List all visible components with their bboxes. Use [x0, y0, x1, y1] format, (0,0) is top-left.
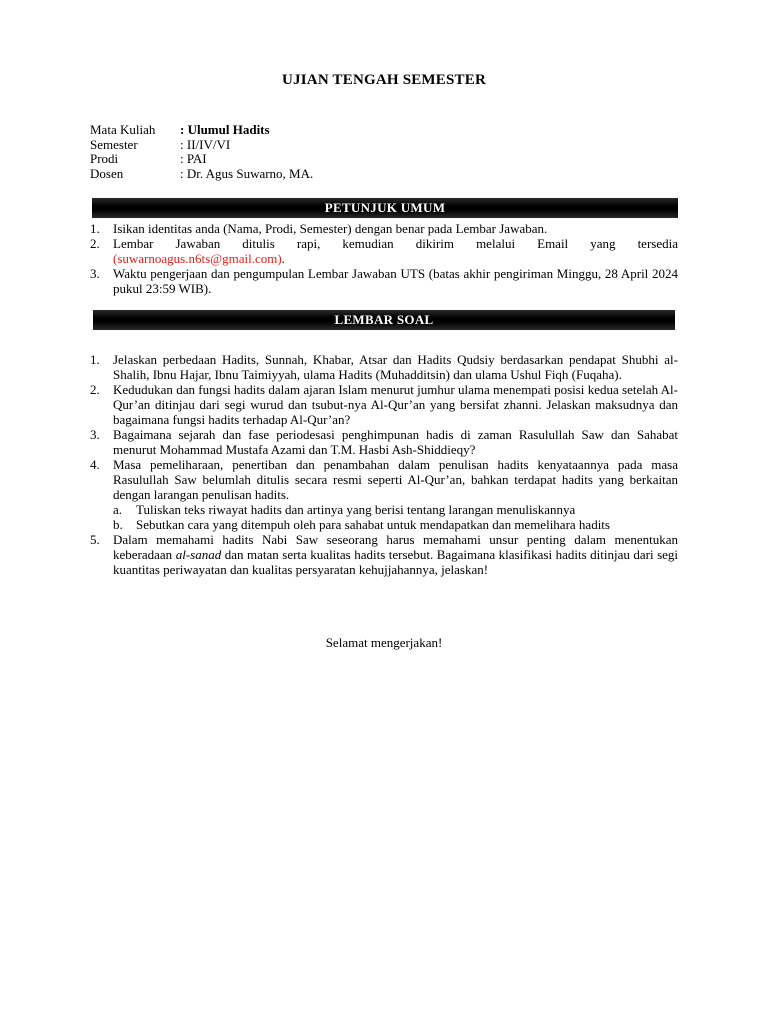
item-text-tail: .	[281, 251, 285, 266]
sub-item-number: a.	[113, 502, 123, 517]
question-item	[90, 532, 678, 577]
item-number: 3.	[90, 266, 100, 281]
item-number: 2.	[90, 236, 100, 251]
item-number: 5.	[90, 532, 100, 547]
item-number: 1.	[90, 221, 100, 236]
identity-row-prodi	[90, 151, 313, 166]
list-item	[90, 266, 678, 296]
sub-item-text: Tuliskan teks riwayat hadits dan artinya yang berisi tentang larangan menuliskannya	[136, 502, 576, 517]
item-text: dan matan serta kualitas hadits tersebut. Bagaimana klasifikasi hadits ditinjau dari segi kuantitas periwayatan dan kualitas persyaratan kehujjahannya, jelaskan!	[113, 547, 679, 577]
identity-row-course	[90, 122, 313, 137]
item-text-container	[113, 532, 678, 577]
item-text-container	[113, 236, 678, 266]
item-number: 4.	[90, 457, 100, 472]
identity-value: : II/IV/VI	[180, 136, 231, 152]
identity-row-semester	[90, 137, 313, 152]
item-text: Waktu pengerjaan dan pengumpulan Lembar Jawaban UTS (batas akhir pengiriman Minggu, 28 April 2024 pukul 23:59 WIB).	[113, 266, 678, 296]
identity-label: Mata Kuliah	[90, 122, 156, 137]
identity-value: : PAI	[180, 151, 207, 166]
sub-item-text: Sebutkan cara yang ditempuh oleh para sahabat untuk mendapatkan dan memelihara hadits	[136, 517, 610, 532]
item-text: Lembar Jawaban ditulis rapi, kemudian dikirim melalui Email yang tersedia	[113, 236, 678, 251]
list-item	[90, 236, 678, 266]
item-text: Kedudukan dan fungsi hadits dalam ajaran Islam menurut jumhur ulama menempati posisi kedua setelah Al-Qur’an ditinjau dari segi wurud dan tsubut-nya Al-Qur’an yang bersifat zhanni. Jelaskan maksudnya dan bagaimana fungsi hadits terhadap Al-Qur’an?	[113, 382, 678, 427]
item-text: Jelaskan perbedaan Hadits, Sunnah, Khabar, Atsar dan Hadits Qudsiy berdasarkan pendapat Shubhi al-Shalih, Ibnu Hajar, Ibnu Taimiyyah, ulama Hadits (Muhadditsin) dan ulama Ushul Fiqh (Fuqaha).	[113, 352, 678, 382]
item-number: 2.	[90, 382, 100, 397]
identity-row-dosen	[90, 166, 313, 181]
section-heading-petunjuk: PETUNJUK UMUM	[92, 198, 678, 218]
item-number: 3.	[90, 427, 100, 442]
item-text: Bagaimana sejarah dan fase periodesasi penghimpunan hadis di zaman Rasulullah Saw dan Sahabat menurut Mohammad Mustafa Azami dan T.M. Hasbi Ash-Shiddieqy?	[113, 427, 678, 457]
question-item	[90, 352, 678, 382]
item-text-container	[113, 457, 678, 532]
petunjuk-list	[90, 221, 678, 296]
closing-text: Selamat mengerjakan!	[325, 635, 443, 650]
identity-label: Prodi	[90, 151, 119, 166]
sub-item	[113, 517, 678, 532]
italic-term: al-sanad	[175, 547, 222, 562]
email-link[interactable]: (suwarnoagus.n6ts@gmail.com)	[113, 251, 282, 266]
identity-label: Dosen	[90, 165, 124, 181]
item-text: Isikan identitas anda (Nama, Prodi, Semester) dengan benar pada Lembar Jawaban.	[113, 221, 548, 236]
identity-value: : Ulumul Hadits	[180, 122, 270, 137]
identity-block	[90, 122, 313, 180]
item-text: Dalam memahami hadits Nabi Saw seseorang harus memahami unsur penting dalam menentukan keberadaan	[113, 532, 678, 562]
identity-value: : Dr. Agus Suwarno, MA.	[180, 165, 314, 181]
list-item	[90, 221, 678, 236]
item-text: Masa pemeliharaan, penertiban dan penambahan dalam penulisan hadits kenyataannya pada masa Rasulullah Saw belumlah ditulis secara resmi seperti Al-Qur’an, bahkan terdapat hadits yang berkaitan dengan larangan penulisan hadits.	[113, 457, 678, 502]
question-item	[90, 457, 678, 532]
sub-item	[113, 502, 678, 517]
question-item	[90, 427, 678, 457]
item-number: 1.	[90, 352, 100, 367]
page-title: UJIAN TENGAH SEMESTER	[282, 72, 486, 88]
identity-label: Semester	[90, 136, 138, 152]
question-item	[90, 382, 678, 427]
section-heading-soal: LEMBAR SOAL	[93, 310, 675, 330]
soal-list	[90, 352, 678, 577]
sub-item-number: b.	[113, 517, 123, 532]
